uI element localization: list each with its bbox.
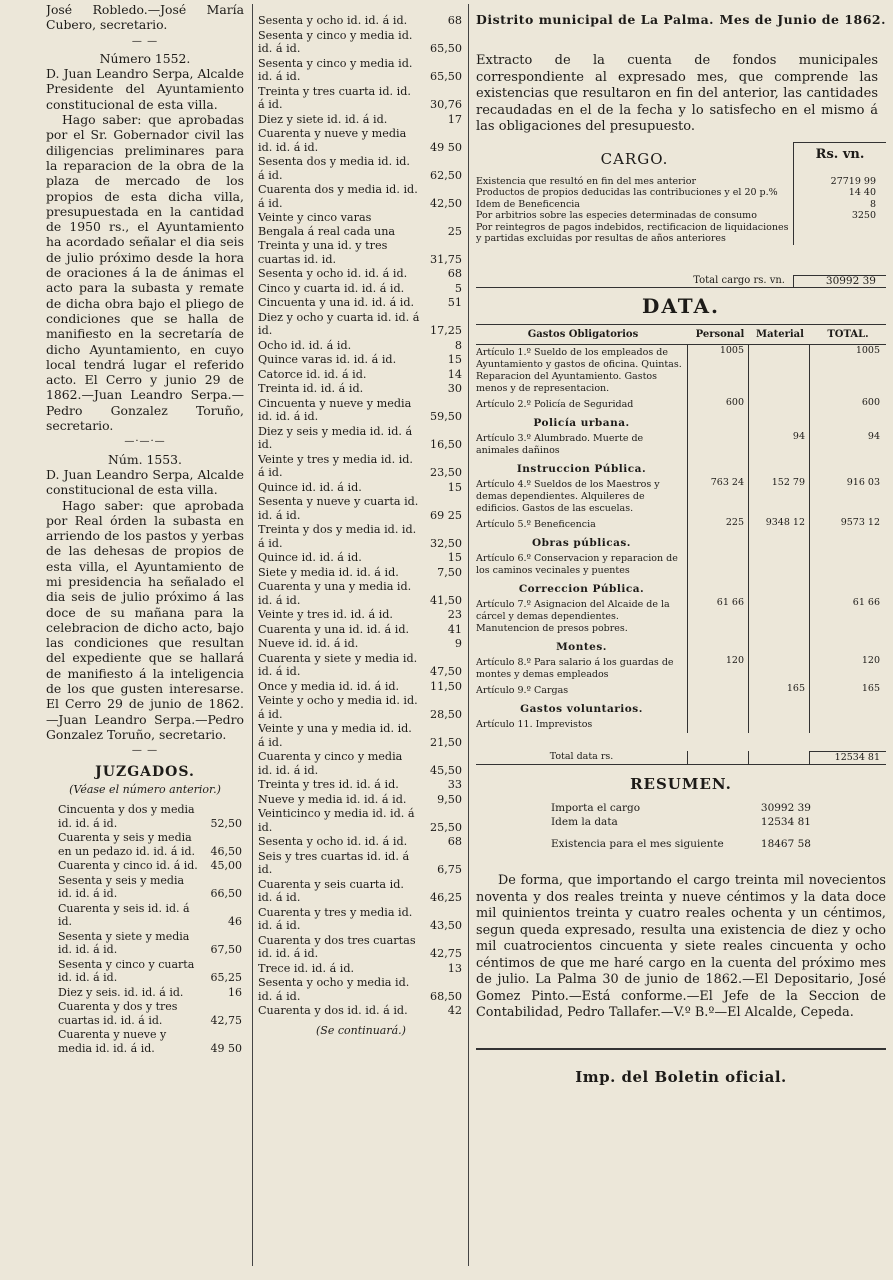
cargo-title: CARGO. [600,149,669,168]
entry-value: 65,50 [429,42,462,55]
ledger-entry [258,29,464,56]
notice-1553-body: Hago saber: que aprobada por Real órden la subasta en arriendo de los pastos y yerbas de las dehesas de propios de esta villa, el Ayuntamiento de mi presidencia ha señalado el dia seis de julio próximo á las doce de su mañana para la celebracion de dicho acto, bajo las condiciones que resultan del expediente que se hallará de manifiesto á la inteligencia de los que gusten interesarse. El Cerro 29 de junio de 1862.—Juan Leandro Serpa.—Pedro Gonzalez Toruño, secretario. [46,497,244,742]
data-row [476,397,886,413]
top-text: José Robledo.—José María Cubero, secretario. [46,2,244,33]
cargo-rows [476,176,886,245]
entry-value: 23,50 [429,466,462,479]
ledger-entry [258,453,464,480]
data-row-total: 94 [809,431,886,459]
resumen-table [551,801,811,851]
ledger-entry [258,750,464,777]
ledger-entry [258,425,464,452]
cargo-row-value: 27719 99 [793,176,886,188]
data-row-material: 165 [748,683,809,699]
data-row-material [748,597,809,637]
ledger-entry [258,793,464,807]
entry-value: 30,76 [429,98,462,111]
entry-value: 51 [447,296,462,309]
entry-value: 42,50 [429,196,462,210]
total-cargo-value: 30992 39 [793,275,886,288]
cargo-row-description: Idem de Beneficencia [476,198,580,210]
entry-value: 68 [447,14,462,27]
cargo-row-value [793,222,886,245]
entry-description: Treinta id. id. á id. [258,382,364,395]
data-section-heading [476,459,886,477]
ledger-entry [46,803,244,830]
notice-1552-body: Hago saber: que aprobadas por el Sr. Gobernador civil las diligencias preliminares para la reparacion de la obra de la plaza de mercado de los propios de esta dicha villa, presupuestada en la cantidad de 1950 rs., el Ayuntamiento ha acordado señalar el dia seis de julio próximo desde la hora de oraciones á la de ánimas el acto para la subasta y remate de dicha obra bajo el pliego de condiciones que se halla de manifiesto en la secretaría de dicho Ayuntamiento, en cuyo local tendrá lugar el referido acto. El Cerro y junio 29 de 1862.—Juan Leandro Serpa.—Pedro Gonzalez Toruño, secretario. [46,112,244,434]
notice-1553-heading: D. Juan Leandro Serpa, Alcalde constitucional de esta villa. [46,466,244,498]
ledger-entry [46,902,244,929]
entry-description: Sesenta y cinco y media id. id. á id. [258,56,413,83]
ledger-entry [258,382,464,396]
ledger-entry [258,211,464,238]
entry-description: Sesenta y seis y media id. id. á id. [58,873,185,901]
section-label: Correccion Pública. [518,583,645,595]
entry-value: 41,50 [429,593,462,607]
entry-description: Cuarenta y una y media id. id. á id. [258,580,412,607]
entry-description: Diez y siete id. id. á id. [258,112,388,126]
data-row-personal: 61 66 [687,597,748,637]
data-row-description: Artículo 11. Imprevistos [476,719,593,730]
data-row-description: Artículo 4.º Sueldos de los Maestros y demas dependientes. Alquileres de edificios. Gastos de las escuelas. [476,479,660,514]
entry-value: 42 [447,1004,462,1017]
entry-value: 42,75 [210,1013,242,1027]
section-label: Policía urbana. [533,417,630,429]
entry-description: Cuarenta y seis y media en un pedazo id. id. á id. [58,831,196,858]
data-row-description: Artículo 5.º Beneficencia [476,519,596,530]
data-row-material: 152 79 [748,477,809,517]
data-section-heading [476,413,886,431]
data-row-personal [687,683,748,699]
section-label: Obras públicas. [532,537,631,549]
entry-value: 65,50 [429,70,462,83]
entry-value: 68 [447,835,462,848]
ledger-entry [258,267,464,281]
cargo-section [476,142,886,289]
entry-description: Diez y ocho y cuarta id. id. á id. [258,310,420,337]
data-row-material: 9348 12 [748,517,809,533]
account-header [476,0,886,27]
column-right [476,0,886,1280]
data-row-description: Artículo 1.º Sueldo de los empleados de Ayuntamiento y gastos de oficina. Quintas. Reparacion del Ayuntamiento. Gastos menos y de representacion. [476,347,682,394]
district-title: Distrito municipal de La Palma. [476,12,715,27]
entry-description: Cuarenta y cinco y media id. id. á id. [258,750,403,777]
data-row-description: Artículo 2.º Policía de Seguridad [476,399,634,410]
juzgados-heading: JUZGADOS. [95,763,195,780]
entry-value: 46 [228,915,242,929]
entry-value: 16,50 [429,438,462,451]
data-row-total [809,551,886,579]
entry-value: 9 [454,637,462,650]
data-row-total: 61 66 [809,597,886,637]
col-head-total: TOTAL. [827,329,869,340]
data-row-description: Artículo 3.º Alumbrado. Muerte de animales dañinos [476,433,644,456]
rs-vn-heading: Rs. vn. [793,142,886,176]
importa-cargo-value: 30992 39 [760,802,811,814]
entry-value: 17 [447,112,462,126]
ledger-entry [258,652,464,679]
data-row-total: 1005 [809,345,886,397]
ledger-entry [258,85,464,112]
ledger-entry [258,183,464,210]
entry-description: Sesenta y ocho y media id. id. á id. [258,976,410,1003]
existencia-value: 18467 58 [760,838,811,850]
entry-value: 17,25 [429,324,462,337]
data-row-material [748,551,809,579]
footer-rule [476,1048,886,1050]
ledger-entry [258,368,464,382]
entry-description: Treinta y una id. y tres cuartas id. id. [258,239,388,266]
data-table [476,324,886,765]
data-row [476,717,886,733]
column-rule-1 [252,4,253,1266]
data-row-total: 165 [809,683,886,699]
account-intro: Extracto de la cuenta de fondos municipales correspondiente al expresado mes, que comprende las existencias que resultaron en fin del anterior, las cantidades recaudadas en el de la fecha y lo satisfecho en el mismo á las obligaciones del presupuesto. [476,53,878,134]
importa-cargo-label: Importa el cargo [551,802,641,814]
ledger-entry [258,934,464,961]
ledger-entry [258,481,464,495]
col-head-personal: Personal [695,329,745,340]
data-row-material [748,717,809,733]
entry-description: Sesenta y ocho id. id. á id. [258,267,408,280]
data-row [476,517,886,533]
entry-description: Seis y tres cuartas id. id. á id. [258,849,410,876]
entry-value: 6,75 [437,863,462,876]
total-data-value: 12534 81 [809,751,886,764]
entry-description: Nueve y media id. id. á id. [258,792,407,806]
entry-value: 16 [228,985,242,999]
data-rows [476,345,886,733]
entry-value: 43,50 [429,919,462,932]
entry-description: Catorce id. id. á id. [258,367,367,381]
cargo-row [476,199,886,211]
separator: — — [131,35,159,47]
ledger-entry [46,874,244,901]
entry-description: Sesenta y nueve y cuarta id. id. á id. [258,495,419,522]
entry-description: Sesenta y cinco y cuarta id. id. á id. [58,957,195,985]
cargo-row-description: Por reintegros de pagos indebidos, rectificacion de liquidaciones y partidas excluidas por resultas de años anteriores [476,221,789,244]
cargo-row-value: 14 40 [793,187,886,199]
entry-description: Cuarenta y dos id. id. á id. [258,1004,408,1017]
ledger-entry [46,930,244,957]
ledger-entry [258,722,464,749]
entry-description: Cincuenta y una id. id. á id. [258,296,415,309]
col-head-material: Material [756,329,804,340]
entry-value: 32,50 [429,536,462,550]
entry-description: Cinco y cuarta id. id. á id. [258,281,405,295]
data-row-description: Artículo 8.º Para salario á los guardas de montes y demas empleados [476,657,674,680]
ledger-entry [46,986,244,1000]
ledger-entry [46,958,244,985]
entry-value: 9,50 [437,792,462,806]
ledger-entry [258,835,464,849]
ledger-entry [258,523,464,550]
cargo-row-value: 3250 [793,210,886,222]
ledger-entry [258,311,464,338]
entry-description: Ocho id. id. á id. [258,338,352,352]
ledger-entry [258,282,464,296]
cargo-row-description: Por arbitrios sobre las especies determinadas de consumo [476,210,757,221]
cargo-row [476,222,886,245]
ledger-entry [258,551,464,565]
ledger-entry [258,623,464,637]
entry-description: Cuarenta y nueve y media id. id. á id. [258,127,407,154]
entry-value: 49 50 [210,1041,242,1055]
ledger-entry [258,807,464,834]
vease-note: (Véase el número anterior.) [69,782,221,796]
entry-description: Quince id. id. á id. [258,551,362,564]
closing-paragraph: De forma, que importando el cargo treinta mil novecientos noventa y dos reales treinta y nueve céntimos y la data doce mil quinientos treinta y cuatro reales ochenta y un céntimos, segun queda expresado, resulta una existencia de diez y ocho mil cuatrocientos cincuenta y siete reales cincuenta y ocho céntimos de que me haré cargo en la cuenta del próximo mes de julio. La Palma 30 de junio de 1862.—El Depositario, José Gomez Pinto.—Está conforme.—El Jefe de la Seccion de Contabilidad, Pedro Tallafer.—V.º B.º—El Alcalde, Cepeda. [476,873,886,1020]
entry-value: 13 [447,961,462,975]
data-row-material [748,397,809,413]
entry-value: 66,50 [210,887,242,901]
entry-value: 41 [447,622,462,636]
total-cargo-label: Total cargo rs. vn. [693,274,785,286]
entry-value: 62,50 [429,168,462,182]
data-row-material: 94 [748,431,809,459]
entry-description: Quince id. id. á id. [258,480,362,494]
separator: — — [131,745,159,757]
entry-description: Diez y seis. id. id. á id. [58,985,184,999]
entry-value: 15 [447,353,462,366]
entry-description: Diez y seis y media id. id. á id. [258,424,413,451]
ledger-entry [46,859,244,873]
entry-value: 15 [447,551,462,564]
entry-description: Cuarenta dos y media id. id. á id. [258,183,418,210]
entry-description: Cuarenta y seis cuarta id. id. á id. [258,877,404,904]
data-row-personal [687,431,748,459]
entry-value: 59,50 [429,410,462,423]
entry-value: 47,50 [429,665,462,678]
entry-description: Cuarenta y cinco id. á id. [58,859,198,873]
entry-description: Siete y media id. id. á id. [258,565,399,579]
data-row-description: Artículo 7.º Asignacion del Alcaide de la cárcel y demas dependientes. Manutencion de presos pobres. [476,599,670,634]
entry-value: 25,50 [429,820,462,834]
entry-description: Veinte y tres id. id. á id. [258,608,393,621]
entry-description: Sesenta y cinco y media id. id. á id. [258,28,413,55]
section-label: Instruccion Pública. [516,463,647,475]
entry-value: 8 [454,338,462,352]
entry-value: 69 25 [429,508,462,522]
entry-description: Veinte y tres y media id. id. á id. [258,452,413,479]
entry-description: Cincuenta y nueve y media id. id. á id. [258,396,412,423]
entry-value: 49 50 [429,140,462,154]
section-label: Montes. [556,641,607,653]
ledger-entry [258,566,464,580]
data-row-total: 9573 12 [809,517,886,533]
data-row [476,655,886,683]
entry-value: 46,25 [429,891,462,904]
column-rule-2 [468,4,469,1266]
data-row [476,431,886,459]
ledger-entry [258,353,464,367]
number-1552: Número 1552. [99,50,191,66]
entry-description: Cuarenta y siete y media id. id. á id. [258,651,418,678]
entry-value: 45,50 [429,763,462,777]
ledger-entry [258,397,464,424]
entry-value: 25 [447,224,462,238]
ledger-entry [258,1004,464,1018]
section-label: Gastos voluntarios. [520,703,643,715]
continuara-note: (Se continuará.) [316,1023,406,1037]
month-title: Mes de Junio de 1862. [719,12,886,27]
separator: —·—·— [124,436,166,448]
ledger-entry [258,296,464,310]
entry-description: Sesenta y ocho id. id. á id. [258,835,408,848]
data-row-total: 120 [809,655,886,683]
data-row-personal: 600 [687,397,748,413]
data-row-personal: 1005 [687,345,748,397]
entry-value: 46,50 [210,844,242,858]
data-row-personal [687,717,748,733]
entry-description: Nueve id. id. á id. [258,637,359,650]
ledger-entry [258,495,464,522]
data-row-personal: 225 [687,517,748,533]
entry-value: 11,50 [429,679,462,693]
column-middle [258,0,464,1280]
number-1553: Núm. 1553. [108,451,182,467]
cargo-row [476,176,886,188]
cargo-row [476,187,886,199]
data-row-total [809,717,886,733]
entry-value: 7,50 [437,565,462,579]
data-section-heading [476,579,886,597]
ledger-entry [258,637,464,651]
entry-description: Cuarenta y seis id. id. á id. [58,901,190,929]
data-row-personal: 763 24 [687,477,748,517]
ledger-entry [258,113,464,127]
entry-description: Quince varas id. id. á id. [258,353,397,366]
ledger-entry [46,1000,244,1027]
cargo-row-description: Existencia que resultó en fin del mes anterior [476,175,696,187]
data-section-heading [476,699,886,717]
ledger-entry [258,127,464,154]
data-row-description: Artículo 9.º Cargas [476,685,569,696]
entry-value: 65,25 [210,971,242,985]
entry-value: 45,00 [210,859,242,873]
entry-value: 28,50 [429,707,462,721]
ledger-entry [258,155,464,182]
ledger-entry [46,831,244,858]
ledger-entry [258,580,464,607]
entry-description: Cuarenta y dos y tres cuartas id. id. á id. [58,1000,178,1027]
imprenta-footer: Imp. del Boletin oficial. [575,1067,787,1086]
data-row [476,597,886,637]
entry-description: Veinticinco y media id. id. á id. [258,807,415,834]
ledger-entry [258,906,464,933]
entry-description: Sesenta y ocho id. id. á id. [258,14,408,27]
data-row-material [748,655,809,683]
entry-description: Veinte y ocho y media id. id. á id. [258,694,418,721]
entry-description: Treinta y dos y media id. id. á id. [258,523,417,550]
idem-data-value: 12534 81 [760,816,811,828]
notice-1552-heading: D. Juan Leandro Serpa, Alcalde Presidente del Ayuntamiento constitucional de esta villa. [46,66,244,112]
data-section-heading [476,637,886,655]
col1-entry-list [46,803,244,1055]
cargo-row-value: 8 [793,199,886,211]
entry-description: Cincuenta y dos y media id. id. á id. [58,803,195,830]
entry-value: 5 [454,281,462,295]
data-row [476,477,886,517]
data-title: DATA. [641,294,721,318]
entry-value: 14 [447,367,462,381]
data-row-personal: 120 [687,655,748,683]
entry-value: 30 [447,382,462,395]
resumen-title: RESUMEN. [630,775,732,793]
entry-value: 67,50 [210,943,242,957]
data-row-total: 600 [809,397,886,413]
cargo-row-description: Productos de propios deducidas las contribuciones y el 20 p.% [476,187,778,198]
data-row-personal [687,551,748,579]
entry-value: 33 [447,778,462,791]
data-row-total: 916 03 [809,477,886,517]
entry-description: Sesenta dos y media id. id. á id. [258,155,410,182]
column-left [46,0,244,1280]
ledger-entry [258,878,464,905]
ledger-entry [46,1028,244,1055]
entry-description: Veinte y cinco varas Bengala á real cada una [258,211,396,238]
entry-description: Once y media id. id. á id. [258,679,400,693]
entry-description: Veinte y una y media id. id. á id. [258,722,412,749]
data-row [476,345,886,397]
entry-value: 68 [447,267,462,280]
entry-description: Treinta y tres id. id. á id. [258,778,399,791]
entry-description: Treinta y tres cuarta id. id. á id. [258,84,411,111]
ledger-entry [258,976,464,1003]
entry-value: 23 [447,608,462,621]
entry-description: Cuarenta y una id. id. á id. [258,622,410,636]
ledger-entry [258,57,464,84]
ledger-entry [258,962,464,976]
entry-description: Cuarenta y tres y media id. id. á id. [258,905,413,932]
entry-description: Cuarenta y nueve y media id. id. á id. [58,1028,167,1055]
ledger-entry [258,850,464,877]
entry-description: Cuarenta y dos tres cuartas id. id. á id. [258,933,416,960]
entry-value: 21,50 [429,735,462,749]
idem-data-label: Idem la data [551,816,618,828]
total-data-label: Total data rs. [549,751,614,762]
data-section-heading [476,533,886,551]
col-head-gastos: Gastos Obligatorios [527,329,639,340]
ledger-entry [258,14,464,28]
entry-value: 31,75 [429,252,462,266]
cargo-row [476,210,886,222]
col2-entry-list [258,14,464,1018]
data-row-material [748,345,809,397]
ledger-entry [258,608,464,622]
ledger-entry [258,339,464,353]
ledger-entry [258,778,464,792]
entry-value: 42,75 [429,947,462,960]
existencia-label: Existencia para el mes siguiente [551,838,724,850]
entry-value: 15 [447,480,462,494]
ledger-entry [258,694,464,721]
data-row [476,551,886,579]
data-row [476,683,886,699]
ledger-entry [258,680,464,694]
ledger-entry [258,239,464,266]
entry-description: Sesenta y siete y media id. id. á id. [58,929,190,957]
entry-description: Trece id. id. á id. [258,961,355,975]
entry-value: 68,50 [429,989,462,1003]
data-row-description: Artículo 6.º Conservacion y reparacion de los caminos vecinales y puentes [476,553,678,576]
entry-value: 52,50 [210,816,242,830]
